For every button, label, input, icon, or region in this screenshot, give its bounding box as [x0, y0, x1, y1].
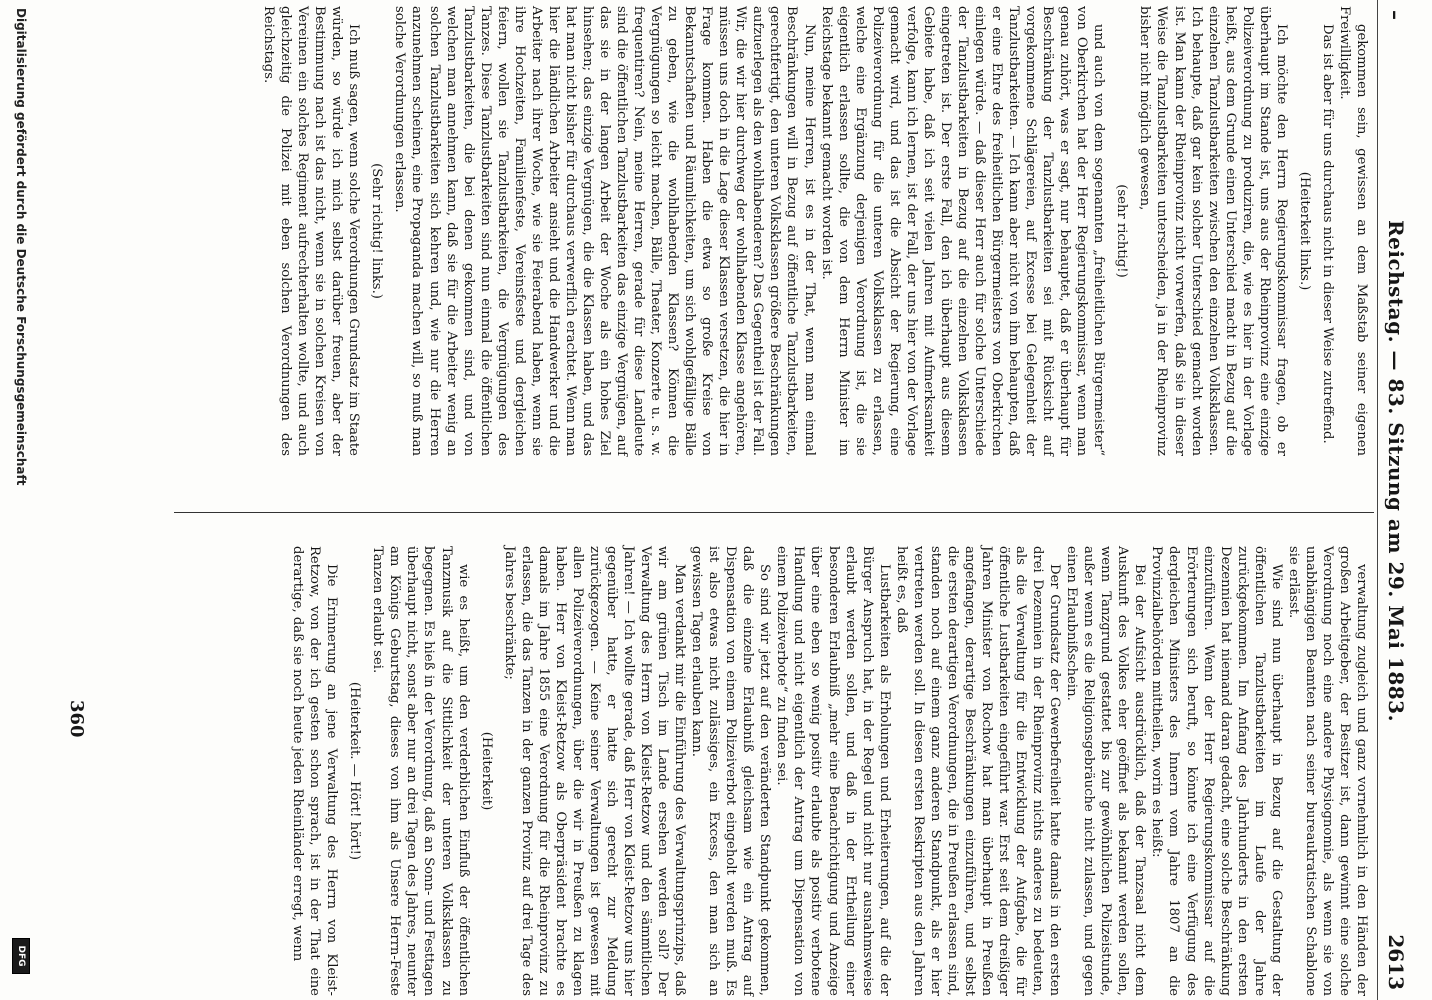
paragraph: Lustbarkeiten als Erholungen und Erheiterungen, auf die der Bürger Anspruch hat, in der Regel und nicht nur ausnahmsweise erlaubt werden sollen, und daß in der Ertheilung einer besonderen Erlaubniß „mehr eine Benachrichtigung und Anzeige über eine eben so wenig positiv erlaubte als positiv verbotene Handlung und nicht eigentlich der Antrag um Dispensation von einem Polizeiverbote“ zu finden sei. — [774, 546, 892, 996]
page-footer — [6, 0, 36, 1000]
paragraph: verwaltung zugleich und ganz vornehmlich in den Händen der großen Arbeitgeber, der Besitzer ist, dann gewinnt eine solche Verordnung noch eine andere Physiognomie, als wenn sie von unabhängigen Beamten nach seiner bureaukratischen Schablone sie erlässt. — [1285, 546, 1369, 996]
paragraph: Man verdankt mir die Einführung des Verwaltungsprinzips, daß wir am grünen Tisch im Lande ersehen werden soll? Der Verwaltung des Herrn von Kleist-Retzow und den sämmtlichen Jahren! — Ich wollte gerade, daß Herr von Kleist-Retzow uns hier gegenüber hatte, er hatte sich gerecht zur Meldung zurückgezogen. — Keine seiner Verwaltungen ist gewesen mit allen Polizeiverordnungen, über die wir in Preußen zu klagen haben. Herr von Kleist-Retzow als Oberpräsident brachte es damals im Jahre 1855 eine Verordnung für die Rheinprovinz zu erlassen, die das Tanzen in der ganzen Provinz auf drei Tage des Jahres beschränkte; — [501, 546, 688, 996]
page-number: 360 — [66, 700, 87, 738]
page-header — [1376, 0, 1412, 1000]
interjection: (Sehr richtig! links.) — [369, 163, 385, 299]
paragraph: gekommen sein, gewissen an dem Maßstab seiner eigenen Freiwilligkeit. — [1336, 6, 1369, 456]
header-title: Reichstag. — 83. Sitzung am 29. Mai 1883. — [1384, 220, 1408, 723]
interjection: (sehr richtig!) — [1114, 184, 1130, 278]
interjection: (Heiterkeit) — [478, 731, 494, 811]
header-rule — [1377, 0, 1378, 1000]
paragraph: Ich muß sagen, wenn solche Verordnungen Grundsatz im Staate würden, so würde ich mich selbst darüber freuen, aber der Bestimmung nach ist das nicht, wenn sie in solchen Kreisen von Vereinen ein solches Regiment aufrechterhalten wollte, und auch gleichzeitig die Polizei mit eben solchen Verordnungen des Reichstags. — [261, 6, 362, 456]
footer-credit: Digitalisierung gefördert durch die Deutsche Forschungsgemeinschaft — [14, 8, 28, 486]
interjection: (Heiterkeit links.) — [1296, 171, 1312, 291]
paragraph: Ich möchte den Herrn Regierungskommissar fragen, ob er überhaupt im Stande ist, uns aus der Rheinprovinz eine einzige Polizeiverordnung zu produziren, die, wie es hier in der Vorlage heißt, aus dem Grunde einen Unterschied macht in Bezug auf die einzelnen Tanzlustbarkeiten zwischen den einzelnen Volksklassen. Ich behaupte, daß gar kein solcher Unterschied gemacht worden ist. Man kann der Rheinprovinz nicht vorwerfen, daß sie in dieser Weise die Tanzlustbarkeiten unterscheiden, ja in der Rheinprovinz bisher nicht möglich gewesen, — [1137, 6, 1289, 456]
paragraph: Der Grundsatz der Gewerbefreiheit hatte damals in den ersten drei Dezennien in der Rheinprovinz nichts anderes zu bedeuten, als die Verwaltung für die Entwicklung der Aufgabe, die für öffentliche Lustbarkeiten eingeführt war. Erst seit dem dreißiger Jahren Minister von Rochow hat man überhaupt in Preußen angefangen, derartige Beschränkungen einzuführen, und selbst die ersten derartigen Verordnungen, die in Preußen erlassen sind, standen noch auf einem ganz anderen Standpunkt, als er hier vertreten werden soll. In diesen ersten Reskripten aus den Jahren heißt es, daß — [893, 546, 1063, 996]
dfg-logo: DFG — [12, 938, 30, 974]
header-left: – — [1384, 10, 1408, 20]
header-page-number: 2613 — [1384, 934, 1408, 990]
paragraph: Wie sind nun überhaupt in Bezug auf die Gestaltung der öffentlichen Tanzlustbarkeiten im Laufe der Jahre zurückgekommen. Im Anfang des Jahrhunderts in den ersten Dezennien hat niemand daran gedacht, eine solche Beschränkung einzuführen. Wenn der Herr Regierungskommissar auf die Erörterungen sich beruft, so könnte ich eine Verfügung des dergleichen Ministers des Innern vom Jahre 1807 an die Provinzialbehörden mittheilen, worin es heißt: — [1149, 546, 1284, 996]
interjection: (Heiterkeit. — Hört! hört!) — [347, 681, 363, 861]
paragraph: wie es heißt, um den verderblichen Einfluß der öffentlichen Tanzmusik auf die Sittlichkeit der unteren Volksklassen zu begegnen. Es hieß in der Verordnung, daß an Sonn- und Festtagen überhaupt nicht, sonst aber nur an drei Tagen des Jahres, neunter am Königs Geburtstag, dieses von ihm als Unsere Herrn-Feste Tanzen erlaubt sei. — [370, 546, 471, 996]
paragraph: Das ist aber für uns durchaus nicht in dieser Weise zutreffend. — [1319, 24, 1335, 444]
paragraph: und auch von dem sogenannten „freiheitlichen Bürgermeister“ von Oberkirchen hat der Herr Regierungskommissar, wenn man genau zuhört, was er sagt, nur behauptet, daß er überhaupt für Beschränkung der Tanzlustbarkeiten sei mit Rücksicht auf vorgekommene Schlägereien, auf Excesse bei Gelegenheit der Tanzlustbarkeiten. — Ich kann aber nicht von ihm behaupten, daß er eine Ehre des freiheitlichen Bürgermeisters von Oberkirchen einlegen würde. — daß dieser Herr auch für solche Unterschiede der Tanzlustbarkeiten in Bezug auf die einzelnen Volksklassen eingetreten ist. Der erste Fall, den ich überhaupt aus diesem Gebiete habe, daß ich seit vielen Jahren mit Aufmerksamkeit verfolge, kann ich lernen, ist der Fall, der uns hier von der Vorlage gemacht wird, und das ist die Absicht der Regierung, eine Polizeiverordnung für die unteren Volksklassen zu erlassen, welche eine Ergänzung derjenigen Verordnung ist, die sie eigentlich erlassen sollte, die von dem Herrn Minister im Reichstage bekannt gemacht worden ist. — [818, 6, 1107, 456]
paragraph: Nun, meine Herren, ist es in der That, wenn man einmal Beschränkungen will in Bezug auf öffentliche Tanzlustbarkeiten, gerechtfertigt, den unteren Volksklassen größere Beschränkungen aufzuerlegen als den wohlhabenderen? Das Gegentheil ist der Fall. Wir, die wir hier durchweg der wohlhabenden Klasse angehören, müssen uns doch in die Lage dieser Klassen versetzen, die hier in Frage kommen. Haben die etwa so große Kreise von Bekanntschaften und Räumlichkeiten, um sich wohlgefällige Bälle zu geben, wie die wohlhabenden Klassen? Können die Vergnügungen so leicht machen, Bälle, Theater, Konzerte u. s. w. frequentiren? Nein, meine Herren, gerade für diese Landleute sind die öffentlichen Tanzlustbarkeiten das einzige Vergnügen, auf das sie in der langen Arbeit der Woche als ein hohes Ziel hinsehen; das einzige Vergnügen, die die Klassen haben, und das hat man nicht bisher für durchaus verwerflich erachtet. Wenn man hier die ländlichen Arbeiter ansieht und die Handwerker und die Arbeiter nach ihrer Woche, wie sie Feierabend haben, wenn sie ihre Hochzeiten, Familienfeste, Vereinsfeste und dergleichen feiern, wollen sie Tanzlustbarkeiten, die Vergnügungen des Tanzes. Diese Tanzlustbarkeiten sind nun einmal die öffentlichen Tanzlustbarkeiten, die bei denen gekommen sind, und von welchen man annehmen kann, daß sie für die Arbeiter wenig an solchen Tanzlustbarkeiten sich kehren und, wie nur die Herren anzunehmen scheinen, eine Propaganda machen will, so muß man solche Verordnungen erlassen. — [392, 6, 817, 456]
right-column — [289, 546, 1370, 996]
paragraph: Die Erinnerung an jene Verwaltung des Herrn von Kleist-Retzow, von der ich gesten schon sprach, ist in der That eine derartige, daß sie noch heute jeden Rheinländer erregt, wenn — [290, 546, 340, 996]
paragraph: So sind wir jetzt auf den veränderten Standpunkt gekommen, daß die einzelne Erlaubniß gleichsam wie ein Antrag auf Dispensation von einem Polizeiverbot eingeholt werden muß. Es ist also etwas nicht zulässiges, ein Excess, den man sich an gewissen Tagen erlauben kann. — [689, 546, 773, 996]
paragraph: Bei der Aufsicht ausdrücklich, daß der Tanzsaal nicht dem Auskunft des Volkes eher geöffnet als bekannt werden sollen, wenn Tanzgrund gestattet bis zur gewöhnlichen Polizeistunde, außer wenn es die Religionsgebräuche nicht zulassen, und gegen einen Erlaubnißschein. — [1064, 546, 1148, 996]
column-divider — [174, 512, 1374, 513]
left-column — [260, 6, 1370, 456]
